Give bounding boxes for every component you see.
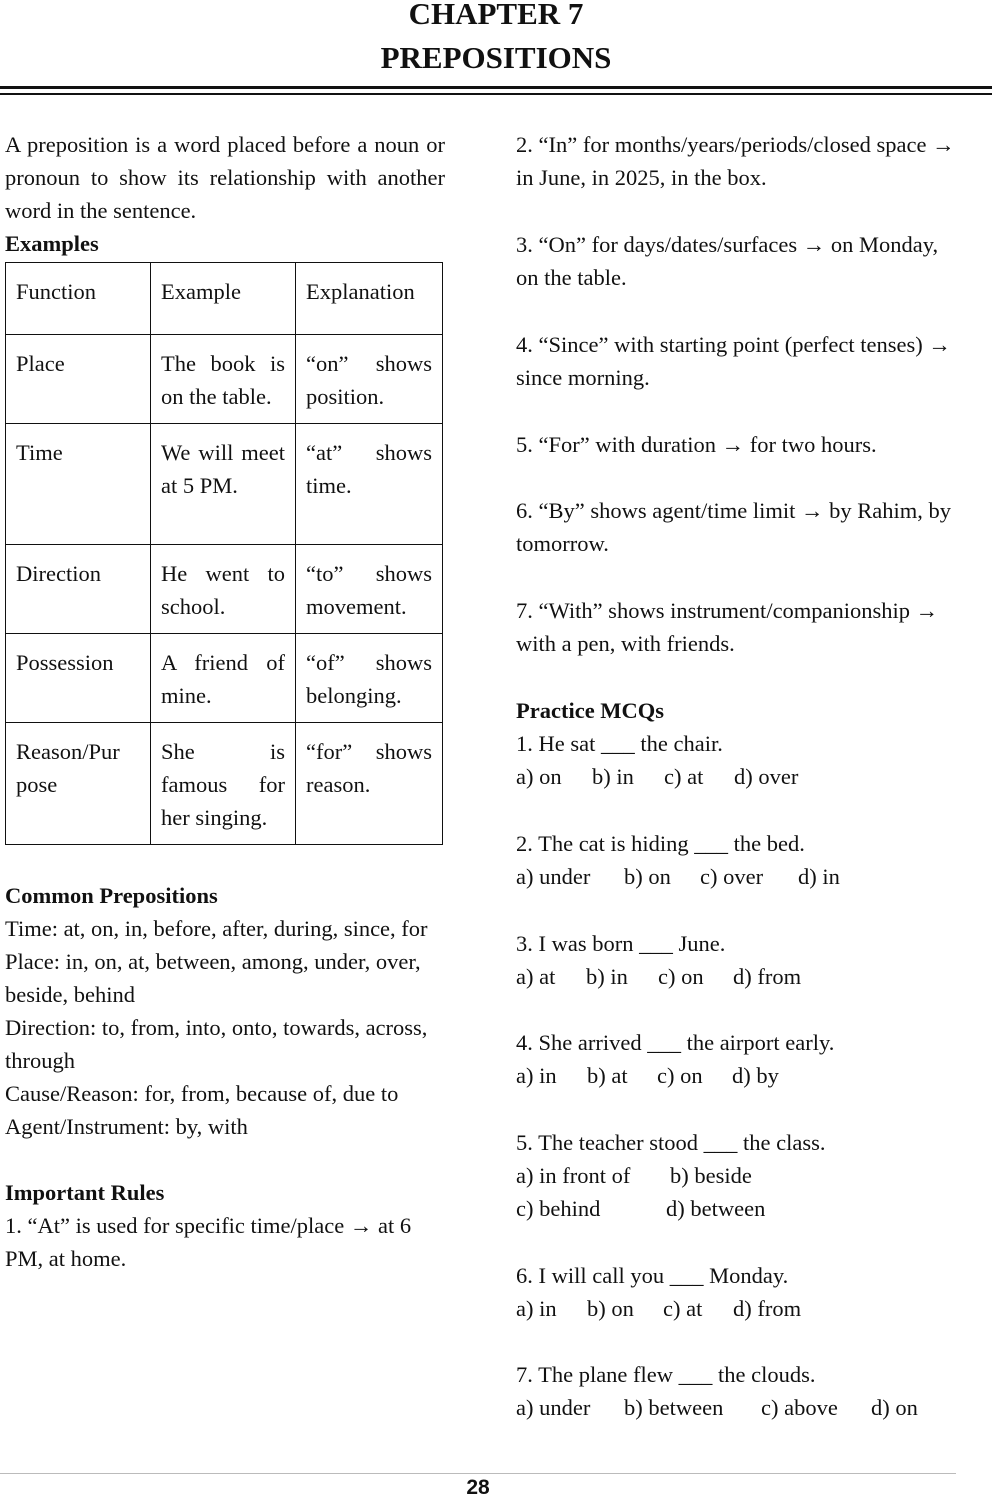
mcq-stem: 2. The cat is hiding ___ the bed.	[516, 831, 805, 856]
table-row	[6, 634, 443, 723]
rule-item: 7. “With” shows instrument/companionship → with a pen, with friends.	[516, 598, 939, 656]
mcq-option: d) from	[733, 1296, 802, 1321]
mcq-question	[516, 727, 956, 793]
mcq-question	[516, 1358, 956, 1424]
table-row	[6, 723, 443, 845]
header-rule-thin	[0, 93, 992, 95]
table-header-cell: Function	[6, 263, 151, 335]
mcq-option: d) from	[733, 964, 802, 989]
mcq-option: b) beside	[670, 1163, 752, 1188]
mcq-options	[516, 1059, 956, 1092]
mcq-option: c) above	[761, 1395, 838, 1420]
mcq-stem: 6. I will call you ___ Monday.	[516, 1263, 789, 1288]
mcq-option: b) on	[587, 1296, 634, 1321]
mcq-stem: 4. She arrived ___ the airport early.	[516, 1030, 835, 1055]
mcq-option: d) over	[734, 764, 799, 789]
table-row	[6, 545, 443, 634]
practice-mcqs-heading: Practice MCQs	[516, 698, 665, 723]
table-header-cell: Explanation	[296, 263, 443, 335]
mcq-option: b) on	[624, 864, 671, 889]
mcq-option: c) on	[657, 1063, 703, 1088]
important-rules-heading: Important Rules	[5, 1180, 165, 1205]
chapter-title: PREPOSITIONS	[380, 40, 612, 75]
examples-table	[5, 262, 443, 845]
rule-item: 2. “In” for months/years/periods/closed space → in June, in 2025, in the box.	[516, 132, 955, 190]
mcq-question	[516, 927, 956, 993]
mcq-option: c) on	[658, 964, 704, 989]
mcq-option: a) under	[516, 864, 591, 889]
mcq-option: a) at	[516, 964, 556, 989]
mcq-options	[516, 1159, 956, 1192]
table-cell: “for” shows reason.	[296, 723, 443, 845]
table-header-cell: Example	[151, 263, 296, 335]
table-cell: We will meet at 5 PM.	[151, 424, 296, 545]
mcq-option: a) on	[516, 764, 562, 789]
table-cell: “to” shows movement.	[296, 545, 443, 634]
mcq-stem: 1. He sat ___ the chair.	[516, 731, 723, 756]
chapter-label: CHAPTER 7	[408, 0, 584, 31]
mcq-option: d) in	[798, 864, 840, 889]
common-item-direction: Direction: to, from, into, onto, towards, across, through	[5, 1015, 428, 1073]
table-cell: The book is on the table.	[151, 335, 296, 424]
mcq-option: b) in	[586, 964, 628, 989]
table-cell: Possession	[6, 634, 151, 723]
right-column	[516, 128, 956, 1424]
common-prepositions-heading: Common Prepositions	[5, 883, 218, 908]
mcq-options	[516, 1391, 956, 1424]
mcq-question	[516, 827, 956, 893]
mcq-option: c) behind	[516, 1196, 601, 1221]
intro-paragraph: A preposition is a word placed before a noun or pronoun to show its relationship with another word in the sentence.	[5, 132, 445, 223]
table-cell: “on” shows position.	[296, 335, 443, 424]
rule-item: 4. “Since” with starting point (perfect tenses) → since morning.	[516, 332, 951, 390]
mcq-stem: 7. The plane flew ___ the clouds.	[516, 1362, 816, 1387]
table-cell: “at” shows time.	[296, 424, 443, 545]
common-item-cause: Cause/Reason: for, from, because of, due to	[5, 1081, 399, 1106]
mcq-stem: 3. I was born ___ June.	[516, 931, 726, 956]
rule-item: 3. “On” for days/dates/surfaces → on Monday, on the table.	[516, 232, 939, 290]
table-row	[6, 424, 443, 545]
mcq-question	[516, 1259, 956, 1325]
common-item-agent: Agent/Instrument: by, with	[5, 1114, 248, 1139]
rule-item: 6. “By” shows agent/time limit → by Rahim, by tomorrow.	[516, 498, 951, 556]
table-cell: Place	[6, 335, 151, 424]
footer-rule	[0, 1473, 956, 1474]
mcq-options	[516, 960, 956, 993]
table-cell: Time	[6, 424, 151, 545]
mcq-option: d) on	[871, 1395, 918, 1420]
mcq-option: a) under	[516, 1395, 591, 1420]
common-item-place: Place: in, on, at, between, among, under, over, beside, behind	[5, 949, 421, 1007]
page-number: 28	[466, 1476, 490, 1499]
mcq-options	[516, 1192, 956, 1225]
mcq-stem: 5. The teacher stood ___ the class.	[516, 1130, 826, 1155]
examples-heading: Examples	[5, 231, 99, 256]
mcq-options	[516, 1292, 956, 1325]
header-rule-thick	[0, 86, 992, 89]
mcq-options	[516, 860, 956, 893]
mcq-option: c) at	[664, 764, 704, 789]
table-cell: Direction	[6, 545, 151, 634]
mcq-option: b) at	[587, 1063, 628, 1088]
table-cell: Reason/Pur pose	[6, 723, 151, 845]
mcq-options	[516, 760, 956, 793]
table-cell: She is famous for her singing.	[151, 723, 296, 845]
mcq-option: c) over	[700, 864, 764, 889]
mcq-option: b) between	[624, 1395, 724, 1420]
mcq-option: b) in	[592, 764, 634, 789]
rule-item: 5. “For” with duration → for two hours.	[516, 432, 877, 457]
mcq-option: a) in	[516, 1296, 557, 1321]
common-item-time: Time: at, on, in, before, after, during, since, for	[5, 916, 428, 941]
table-cell: A friend of mine.	[151, 634, 296, 723]
mcq-question	[516, 1026, 956, 1092]
left-column	[5, 128, 445, 1275]
table-cell: “of” shows belonging.	[296, 634, 443, 723]
mcq-option: c) at	[663, 1296, 703, 1321]
mcq-option: d) between	[666, 1196, 766, 1221]
mcq-question	[516, 1126, 956, 1225]
rule-item: 1. “At” is used for specific time/place → at 6 PM, at home.	[5, 1213, 412, 1271]
mcq-option: d) by	[732, 1063, 779, 1088]
table-row	[6, 335, 443, 424]
table-cell: He went to school.	[151, 545, 296, 634]
table-header-row	[6, 263, 443, 335]
mcq-option: a) in front of	[516, 1163, 631, 1188]
mcq-option: a) in	[516, 1063, 557, 1088]
